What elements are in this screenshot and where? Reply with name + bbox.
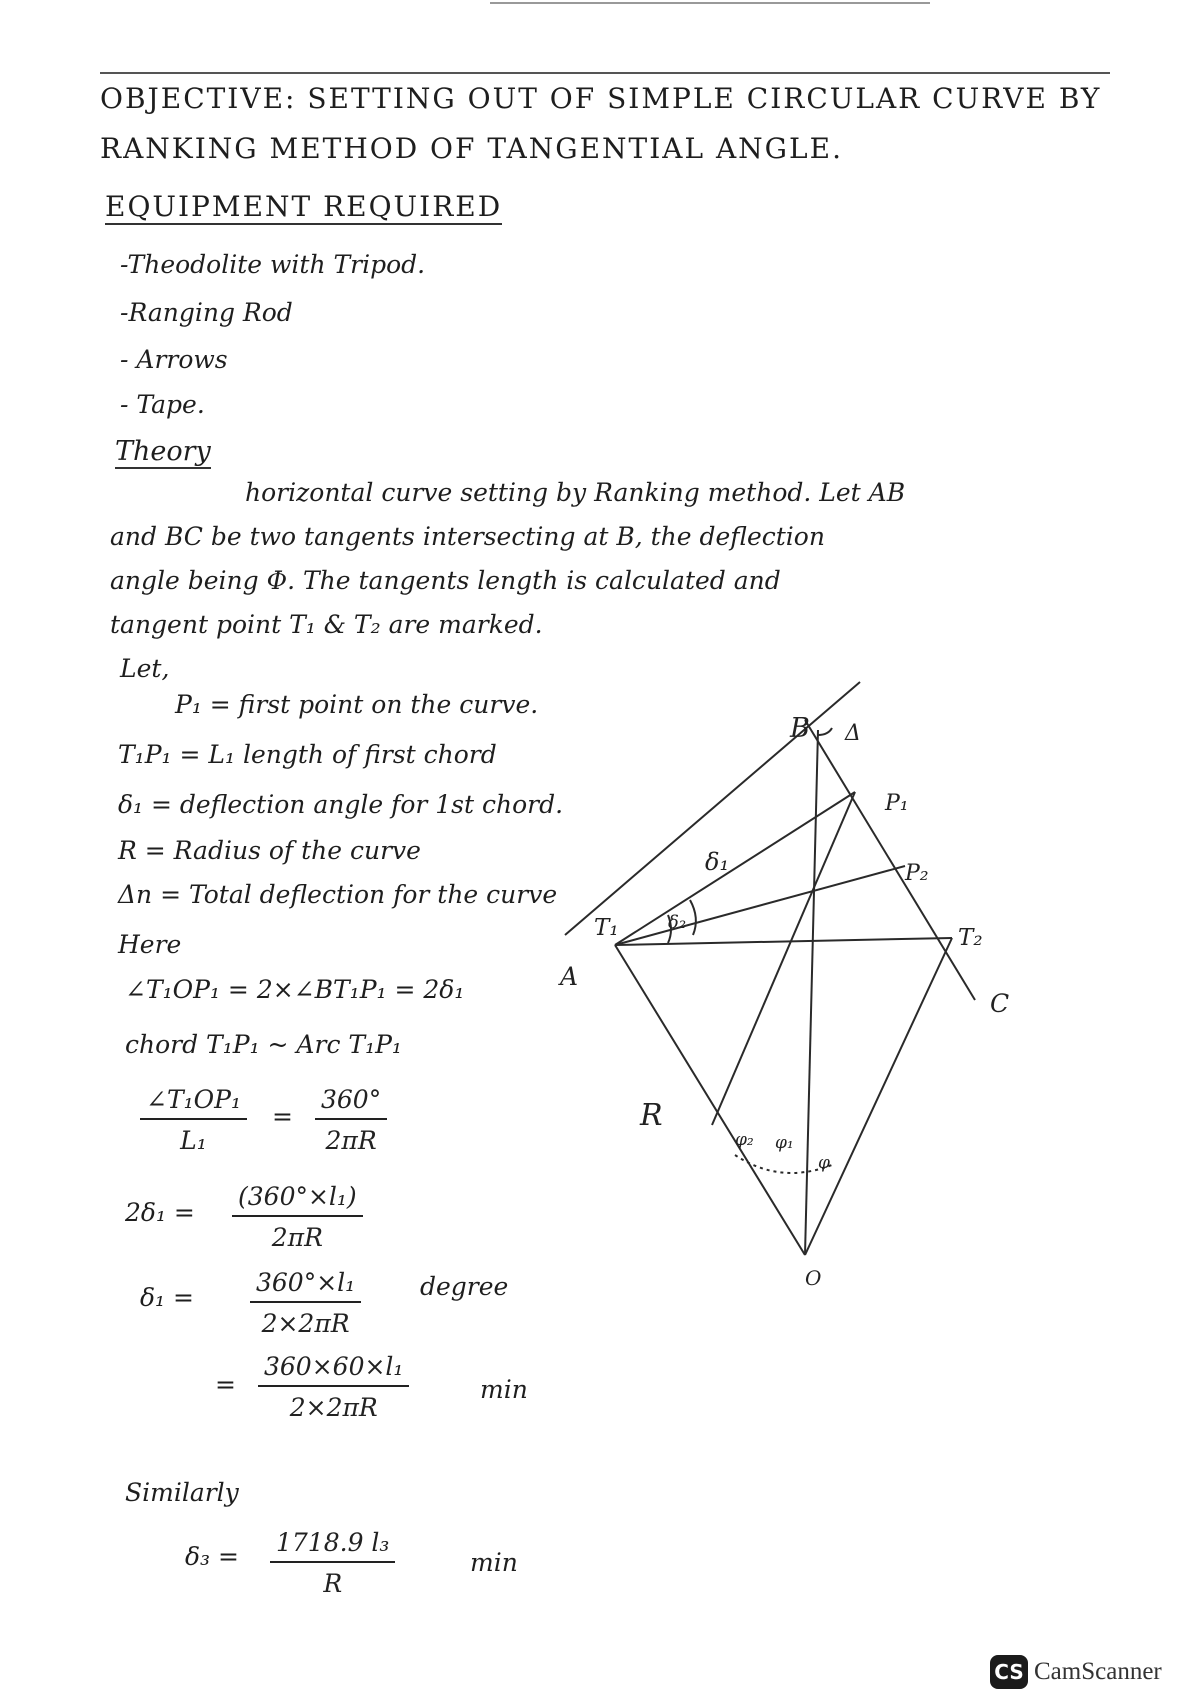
numerator: 360°: [315, 1085, 387, 1120]
equals-sign: =: [272, 1102, 293, 1131]
label-phi1: φ₁: [775, 1133, 794, 1153]
numerator: 360°×l₁: [250, 1268, 361, 1303]
theory-line: and BC be two tangents intersecting at B, the deflection: [110, 522, 825, 551]
label-p1: P₁: [885, 791, 909, 816]
chord-t1p1: [615, 792, 855, 945]
theory-heading: Theory: [115, 436, 211, 467]
numerator: (360°×l₁): [232, 1182, 363, 1217]
numerator: 360×60×l₁: [258, 1352, 409, 1387]
theory-line: tangent point T₁ & T₂ are marked.: [110, 610, 543, 639]
tangent-line-bc: [805, 720, 975, 1000]
definition-t1p1: T₁P₁ = L₁ length of first chord: [118, 740, 497, 769]
similarly-label: Similarly: [125, 1478, 239, 1507]
numerator: ∠T₁OP₁: [140, 1085, 247, 1120]
radius-line-t2o: [805, 938, 952, 1255]
denominator: 2πR: [271, 1223, 323, 1252]
let-label: Let,: [120, 654, 170, 683]
equation-delta-lhs: δ₁ =: [140, 1283, 194, 1312]
camscanner-wordmark: CamScanner: [1034, 1658, 1162, 1685]
long-chord-t1t2: [615, 938, 952, 945]
center-line-bo: [805, 730, 818, 1255]
angle-arc-delta1: [690, 900, 696, 935]
label-phi: φ: [818, 1153, 830, 1173]
unit-min: min: [470, 1548, 518, 1577]
label-a: A: [560, 962, 579, 991]
camscanner-logo-icon: CS: [990, 1655, 1028, 1689]
definition-delta1: δ₁ = deflection angle for 1st chord.: [118, 790, 564, 819]
chord-t1p2: [615, 866, 905, 945]
label-t1: T₁: [594, 915, 619, 941]
label-c: C: [990, 989, 1010, 1018]
equals-sign: =: [215, 1370, 236, 1399]
denominator: R: [323, 1569, 343, 1598]
equation-chord: chord T₁P₁ ~ Arc T₁P₁: [125, 1030, 402, 1059]
equation-angle: ∠T₁OP₁ = 2×∠BT₁P₁ = 2δ₁: [125, 975, 465, 1004]
unit-min: min: [480, 1375, 528, 1404]
objective-line-1: OBJECTIVE: SETTING OUT OF SIMPLE CIRCULAR CURVE BY: [100, 82, 1102, 115]
radius-line-p1o: [712, 792, 855, 1125]
label-p2: P₂: [905, 861, 929, 886]
here-label: Here: [118, 930, 182, 959]
label-radius: R: [640, 1098, 663, 1133]
label-delta: Δ: [845, 721, 861, 746]
label-delta1: δ₁: [705, 848, 730, 876]
definition-p1: P₁ = first point on the curve.: [175, 690, 539, 719]
denominator: 2×2πR: [289, 1393, 378, 1422]
equipment-item: - Arrows: [120, 345, 228, 374]
equipment-item: - Tape.: [120, 390, 205, 419]
unit-degree: degree: [420, 1272, 509, 1301]
theory-line: horizontal curve setting by Ranking method. Let AB: [245, 478, 906, 507]
equipment-heading: EQUIPMENT REQUIRED: [105, 190, 503, 223]
equation-2delta-lhs: 2δ₁ =: [125, 1198, 195, 1227]
numerator: 1718.9 l₃: [270, 1528, 395, 1563]
label-t2: T₂: [958, 925, 983, 951]
definition-radius: R = Radius of the curve: [118, 836, 421, 865]
label-o: O: [805, 1266, 822, 1290]
label-delta2: δ₂: [668, 912, 687, 933]
angle-arc-b: [818, 728, 832, 735]
camscanner-watermark: [990, 1655, 1162, 1689]
denominator: L₁: [180, 1126, 207, 1155]
equation-delta3-lhs: δ₃ =: [185, 1542, 239, 1571]
label-b: B: [790, 713, 810, 744]
denominator: 2πR: [325, 1126, 377, 1155]
equipment-item: -Theodolite with Tripod.: [120, 250, 426, 279]
objective-line-2: RANKING METHOD OF TANGENTIAL ANGLE.: [100, 132, 843, 165]
label-phi2: φ₂: [735, 1130, 754, 1150]
theory-line: angle being Φ. The tangents length is calculated and: [110, 566, 781, 595]
denominator: 2×2πR: [261, 1309, 350, 1338]
equipment-item: -Ranging Rod: [120, 298, 293, 327]
definition-total-deflection: Δn = Total deflection for the curve: [118, 880, 558, 909]
